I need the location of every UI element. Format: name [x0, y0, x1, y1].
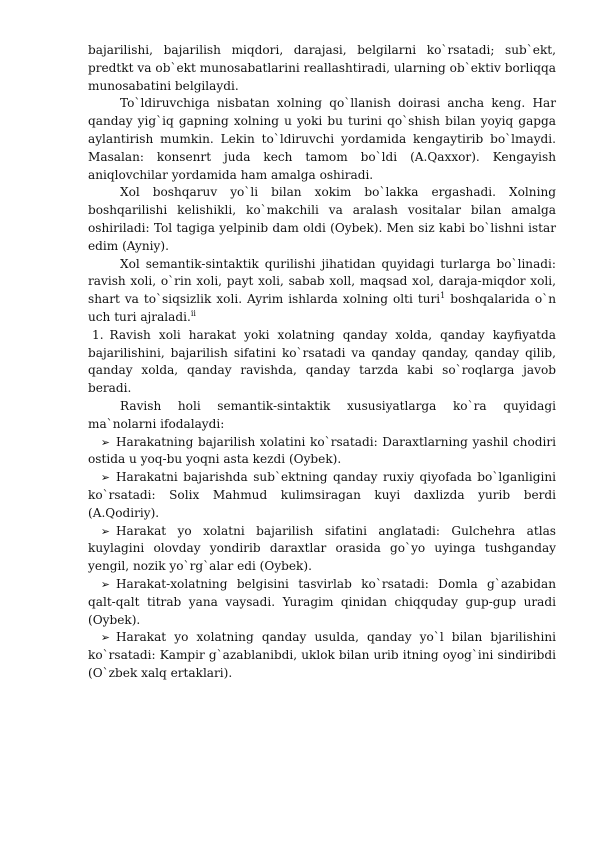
arrow-bullet-icon: ➢: [100, 435, 110, 449]
paragraph-government: Xol boshqaruv yo`li bilan xokim bo`lakka ergashadi. Xolning boshqarilishi kelishikli, ko`makchili va aralash vositalar bilan amalga oshiriladi: Tol tagiga yelpinib dam oldi (Oybek). Men siz kabi bo`lishni istar edim (Ayniy).: [88, 185, 556, 253]
paragraph-continuation: bajarilishi, bajarilish miqdori, darajasi, belgilarni ko`rsatadi; sub`ekt, predtkt va ob`ekt munosabatlarini reallashtiradi, ularning ob`ektiv borliqqa munosabatini belgilaydi.: [88, 43, 556, 93]
paragraph-meanings-intro: Ravish holi semantik-sintaktik xususiyatlarga ko`ra quyidagi ma`nolarni ifodalaydi:: [88, 398, 556, 431]
numbered-item-text: Ravish xoli harakat yoki xolatning qanday xolda, qanday kayfiyatda bajarilishini, bajarilish sifatini ko`rsatadi va qanday qanday, qanday qilib, qanday xolda, qanday ravishda, qanday tarzda kabi so`roqlarga javob beradi.: [88, 327, 556, 396]
list-number: 1.: [92, 327, 104, 342]
footnote-ref-2: ii: [190, 308, 196, 318]
arrow-bullet-icon: ➢: [100, 577, 110, 591]
footnote-ref-1: 1: [440, 291, 446, 301]
bullet-item-text: Harakatni bajarishda sub`ektning qanday ruxiy qiyofada bo`lganligini ko`rsatadi: Solix Mahmud kulimsiragan kuyi daxlizda yurib berdi (A.Qodiriy).: [88, 470, 556, 520]
paragraph-complement-scope: To`ldiruvchiga nisbatan xolning qo`llanish doirasi ancha keng. Har qanday yig`iq gapning xolning u yoki bu turini qo`shish bilan yoyiq gapga aylantirish mumkin. Lekin to`ldiruvchi yordamida kengaytirib bo`lmaydi. Masalan: konsenrt juda kech tamom bo`ldi (A.Qaxxor). Kengayish aniqlovchilar yordamida ham amalga oshiradi.: [88, 96, 556, 182]
bullet-item: [88, 523, 556, 576]
bullet-item: [88, 576, 556, 629]
bullet-item-text: Harakatning bajarilish xolatini ko`rsatadi: Daraxtlarning yashil chodiri ostida u yoq-bu yoqni asta kezdi (Oybek).: [88, 434, 556, 467]
arrow-bullet-icon: ➢: [100, 524, 110, 538]
numbered-item-1: [88, 327, 556, 398]
bullet-item: [88, 469, 556, 522]
bullet-item-text: Harakat-xolatning belgisini tasvirlab ko`rsatadi: Domla g`azabidan qalt-qalt titrab yana vaysadi. Yuragim qinidan chiqquday gup-gup uradi (Oybek).: [88, 576, 556, 627]
bullet-item-text: Harakat yo xolatni bajarilish sifatini anglatadi: Gulchehra atlas kuylagini olovday yondirib daraxtlar orasida go`yo uyinga tushganday yengil, nozik yo`rg`alar edi (Oybek).: [88, 523, 556, 574]
document-body: [88, 42, 556, 683]
paragraph-types-text: Xol semantik-sintaktik qurilishi jihatidan quyidagi turlarga bo`linadi: ravish xoli, o`rin xoli, payt xoli, sabab xoll, maqsad xol, daraja-miqdor xoli, shart va to`siqsizlik xoli. Ayrim ishlarda xolning olti turi: [88, 256, 556, 307]
arrow-bullet-icon: ➢: [100, 631, 110, 645]
bullet-item: [88, 434, 556, 470]
paragraph-types: [88, 256, 556, 327]
bullet-item-text: Harakat yo xolatning qanday usulda, qanday yo`l bilan bjarilishini ko`rsatadi: Kampir g`azablanibdi, uklok bilan urib itning oyog`ini sindiribdi (O`zbek xalq ertaklari).: [88, 630, 556, 680]
bullet-item: [88, 629, 556, 682]
arrow-bullet-icon: ➢: [100, 471, 110, 485]
paragraph-types-text-2: boshqalarida o`n uch turi ajraladi.: [88, 292, 556, 324]
